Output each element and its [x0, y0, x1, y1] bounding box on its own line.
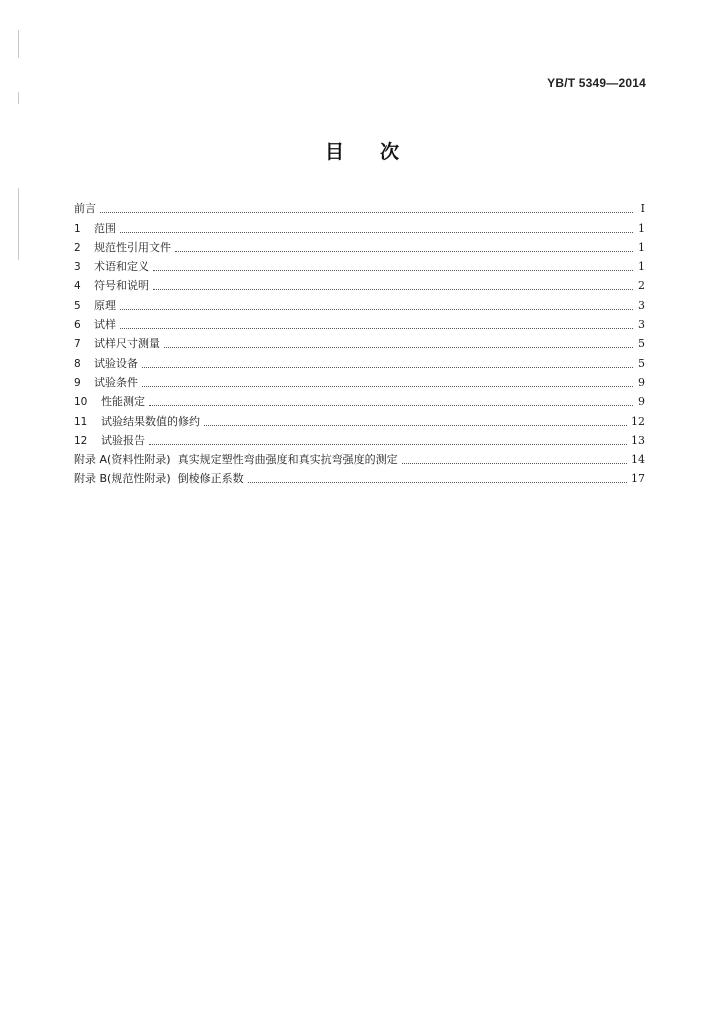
toc-dot-leader	[175, 251, 633, 252]
toc-entry[interactable]	[74, 351, 645, 370]
scan-edge-mark	[18, 188, 19, 260]
toc-entry-number: 11	[74, 415, 88, 428]
toc-entry-label: 附录 A(资料性附录) 真实规定塑性弯曲强度和真实抗弯强度的测定	[74, 453, 398, 467]
toc-entry-page: 13	[631, 433, 645, 447]
toc-dot-leader	[142, 386, 633, 387]
toc-entry[interactable]	[74, 255, 645, 274]
toc-entry-page: 17	[631, 472, 645, 486]
toc-entry-label: 性能测定	[101, 395, 145, 409]
toc-entry[interactable]	[74, 216, 645, 235]
toc-entry-number: 2	[74, 241, 81, 254]
toc-entry-number: 10	[74, 396, 88, 409]
toc-dot-leader	[402, 463, 627, 464]
toc-dot-leader	[120, 309, 633, 310]
toc-entry[interactable]	[74, 332, 645, 351]
toc-entry-label: 原理	[94, 298, 116, 312]
toc-entry-label: 试验条件	[94, 375, 138, 389]
document-number: YB/T 5349—2014	[547, 76, 646, 90]
toc-entry-label: 试样尺寸测量	[94, 337, 160, 351]
toc-entry-number: 5	[74, 299, 81, 312]
toc-entry-number: 6	[74, 319, 81, 332]
toc-entry-number: 9	[74, 376, 81, 389]
toc-entry[interactable]	[74, 274, 645, 293]
scan-edge-mark	[18, 92, 19, 104]
toc-dot-leader	[149, 444, 627, 445]
toc-entry-number: 3	[74, 261, 81, 274]
toc-entry-number: 12	[74, 434, 88, 447]
toc-entry[interactable]	[74, 448, 645, 467]
toc-entry-page: 12	[631, 414, 645, 428]
toc-entry[interactable]	[74, 409, 645, 428]
toc-entry[interactable]	[74, 371, 645, 390]
toc-entry-label: 试验报告	[101, 433, 145, 447]
toc-dot-leader	[204, 425, 627, 426]
toc-entry-label: 附录 B(规范性附录) 倒棱修正系数	[74, 472, 244, 486]
toc-entry-page: 1	[638, 221, 645, 235]
toc-entry-page: 5	[638, 356, 645, 370]
toc-entry[interactable]	[74, 467, 645, 486]
scan-edge-mark	[18, 30, 19, 58]
toc-entry-page: 9	[638, 375, 645, 389]
toc-entry-page: 3	[638, 298, 645, 312]
toc-entry-number: 4	[74, 280, 81, 293]
toc-dot-leader	[164, 347, 633, 348]
toc-dot-leader	[120, 328, 633, 329]
toc-entry[interactable]	[74, 197, 645, 216]
toc-dot-leader	[120, 232, 633, 233]
toc-entry-label: 试验结果数值的修约	[101, 414, 200, 428]
toc-entry-label: 术语和定义	[94, 260, 149, 274]
toc-entry-number: 7	[74, 338, 81, 351]
toc-entry-page: 3	[638, 318, 645, 332]
toc-dot-leader	[153, 289, 633, 290]
toc-entry-page: 2	[638, 279, 645, 293]
toc-entry-label: 符号和说明	[94, 279, 149, 293]
toc-entry[interactable]	[74, 236, 645, 255]
toc-entry-label: 范围	[94, 221, 116, 235]
toc-entry[interactable]	[74, 313, 645, 332]
toc-dot-leader	[248, 482, 627, 483]
toc-entry[interactable]	[74, 429, 645, 448]
toc-entry-page: Ⅰ	[640, 202, 645, 216]
toc-entry-page: 1	[638, 260, 645, 274]
toc-entry-number: 8	[74, 357, 81, 370]
toc-dot-leader	[153, 270, 633, 271]
toc-entry-label: 试验设备	[94, 356, 138, 370]
toc-entry-label: 规范性引用文件	[94, 240, 171, 254]
toc-entry-number: 1	[74, 222, 81, 235]
toc-entry[interactable]	[74, 293, 645, 312]
table-of-contents	[74, 197, 645, 486]
toc-entry-label: 试样	[94, 318, 116, 332]
toc-entry[interactable]	[74, 390, 645, 409]
toc-entry-page: 5	[638, 337, 645, 351]
toc-entry-page: 14	[631, 453, 645, 467]
page-title: 目次	[324, 141, 435, 163]
toc-dot-leader	[100, 212, 633, 213]
toc-entry-page: 1	[638, 240, 645, 254]
toc-dot-leader	[149, 405, 633, 406]
toc-entry-page: 9	[638, 395, 645, 409]
toc-dot-leader	[142, 367, 633, 368]
toc-entry-label: 前言	[74, 202, 96, 216]
